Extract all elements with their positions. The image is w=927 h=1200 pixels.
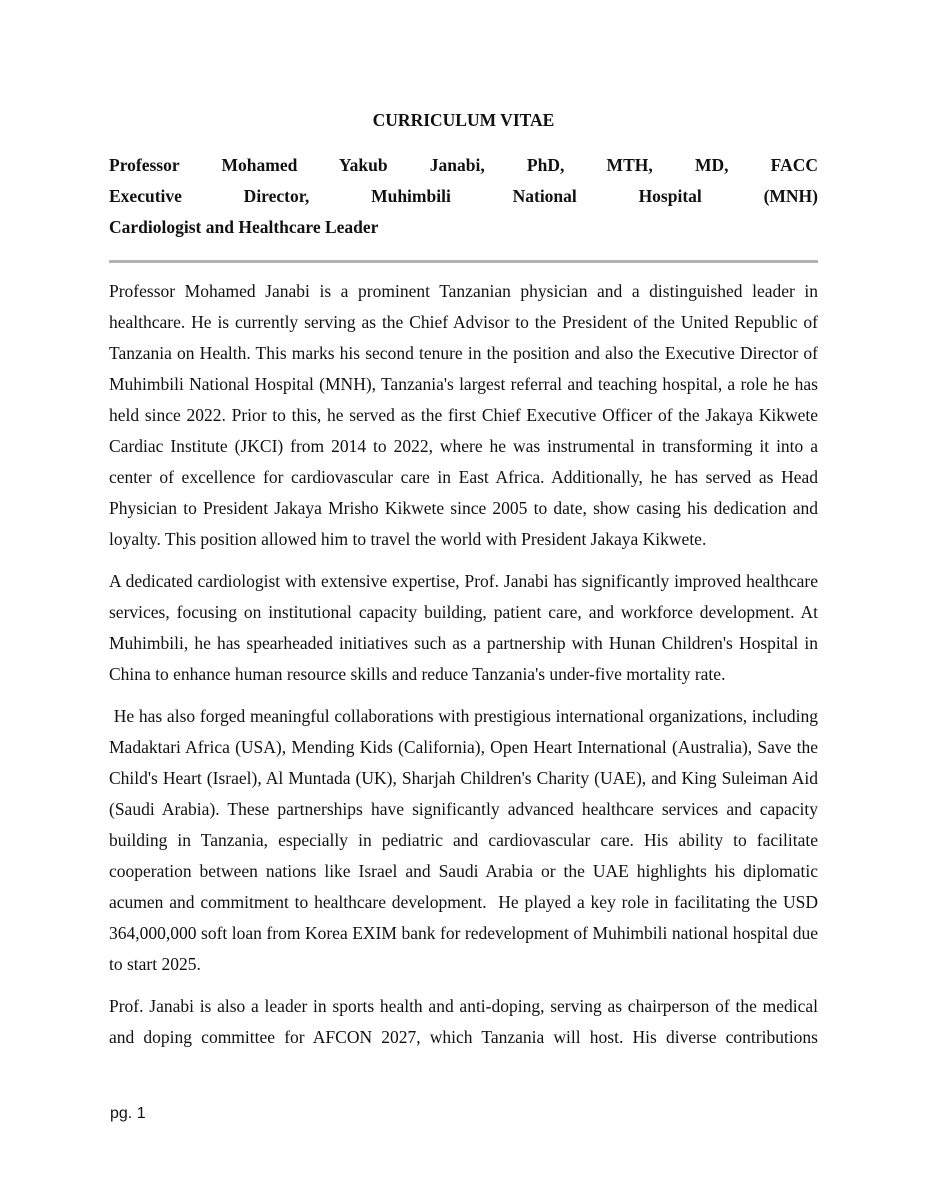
header-position-line: Executive Director, Muhimbili National Hospital (MNH) — [109, 186, 818, 206]
paragraph-sports-health: Prof. Janabi is also a leader in sports health and anti-doping, serving as chairperson of the medical and doping committee for AFCON 2027, which Tanzania will host. His diverse contributions — [109, 996, 818, 1047]
horizontal-divider — [109, 260, 818, 263]
paragraph-intro: Professor Mohamed Janabi is a prominent Tanzanian physician and a distinguished leader in healthcare. He is currently serving as the Chief Advisor to the President of the United Republic of Tanzania on Health. This marks his second tenure in the position and also the Executive Director of Muhimbili National Hospital (MNH), Tanzania's largest referral and teaching hospital, a role he has held since 2022. Prior to this, he served as the first Chief Executive Officer of the Jakaya Kikwete Cardiac Institute (JKCI) from 2014 to 2022, where he was instrumental in transforming it into a center of excellence for cardiovascular care in East Africa. Additionally, he has served as Head Physician to President Jakaya Mrisho Kikwete since 2005 to date, show casing his dedication and loyalty. This position allowed him to travel the world with President Jakaya Kikwete. — [109, 281, 818, 549]
page-number: pg. 1 — [110, 1105, 146, 1122]
header-name-line: Professor Mohamed Yakub Janabi, PhD, MTH, MD, FACC — [109, 155, 818, 175]
header-role-line: Cardiologist and Healthcare Leader — [109, 217, 379, 237]
paragraph-cardiology: A dedicated cardiologist with extensive expertise, Prof. Janabi has significantly improved healthcare services, focusing on institutional capacity building, patient care, and workforce development. At Muhimbili, he has spearheaded initiatives such as a partnership with Hunan Children's Hospital in China to enhance human resource skills and reduce Tanzania's under-five mortality rate. — [109, 571, 818, 684]
paragraph-collaborations: He has also forged meaningful collaborations with prestigious international organizations, including Madaktari Africa (USA), Mending Kids (California), Open Heart International (Australia), Save the Child's Heart (Israel), Al Muntada (UK), Sharjah Children's Charity (UAE), and King Suleiman Aid (Saudi Arabia). These partnerships have significantly advanced healthcare services and capacity building in Tanzania, especially in pediatric and cardiovascular care. His ability to facilitate cooperation between nations like Israel and Saudi Arabia or the UAE highlights his diplomatic acumen and commitment to healthcare development. He played a key role in facilitating the USD 364,000,000 soft loan from Korea EXIM bank for redevelopment of Muhimbili national hospital due to start 2025. — [109, 706, 823, 974]
cv-header — [109, 150, 818, 243]
cv-body — [109, 276, 823, 1064]
document-title: CURRICULUM VITAE — [372, 110, 555, 130]
